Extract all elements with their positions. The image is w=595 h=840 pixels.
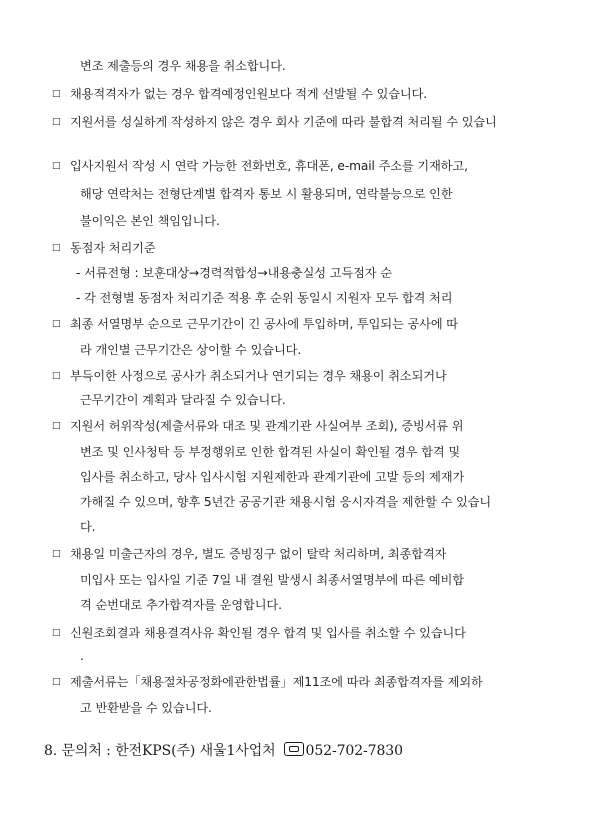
line-text: 부득이한 사정으로 공사가 취소되거나 연기되는 경우 채용이 취소되거나 <box>70 369 447 383</box>
line-text: - 각 전형별 동점자 처리기준 적용 후 순위 동일시 지원자 모두 합격 처리 <box>76 291 453 305</box>
square-bullet-icon: □ <box>52 117 61 127</box>
square-bullet-icon: □ <box>52 319 61 329</box>
line-text: 채용적격자가 없는 경우 합격예정인원보다 적게 선발될 수 있습니다. <box>70 87 428 101</box>
line-text: . <box>80 649 84 663</box>
line-text: 채용일 미출근자의 경우, 별도 증빙징구 없이 탈락 처리하며, 최종합격자 <box>70 547 447 561</box>
line-text: 입사를 취소하고, 당사 입사시험 지원제한과 관계기관에 고발 등의 제재가 <box>80 470 465 484</box>
line-text: 변조 제출등의 경우 채용을 취소합니다. <box>80 59 286 73</box>
telephone-icon <box>284 742 304 756</box>
line-text: 가해질 수 있으며, 향후 5년간 공공기관 채용시험 응시자격을 제한할 수 있습니 <box>80 495 492 509</box>
contact-phone: 052-702-7830 <box>305 743 403 759</box>
line-text: - 서류전형 : 보훈대상→경력적합성→내용충실성 고득점자 순 <box>76 266 392 280</box>
line-text: 입사지원서 작성 시 연락 가능한 전화번호, 휴대폰, e-mail 주소를 기재하고, <box>70 159 468 173</box>
line-text: 미입사 또는 입사일 기준 7일 내 결원 발생시 최종서열명부에 따른 예비합 <box>80 573 464 587</box>
line-text: 동점자 처리기준 <box>70 241 156 255</box>
square-bullet-icon: □ <box>52 161 61 171</box>
line-text: 해당 연락처는 전형단계별 합격자 통보 시 활용되며, 연락불능으로 인한 <box>80 187 453 201</box>
line-text: 변조 및 인사청탁 등 부정행위로 인한 합격된 사실이 확인될 경우 합격 및 <box>80 445 461 459</box>
square-bullet-icon: □ <box>52 371 61 381</box>
square-bullet-icon: □ <box>52 243 61 253</box>
square-bullet-icon: □ <box>52 677 61 687</box>
square-bullet-icon: □ <box>52 549 61 559</box>
line-text: 라 개인별 근무기간은 상이할 수 있습니다. <box>80 343 302 357</box>
line-text: 격 순번대로 추가합격자를 운영합니다. <box>80 598 282 612</box>
square-bullet-icon: □ <box>52 421 61 431</box>
contact-footer <box>44 742 403 760</box>
line-text: 불이익은 본인 책임입니다. <box>80 214 220 228</box>
line-text: 다. <box>80 520 96 534</box>
line-text: 지원서를 성실하게 작성하지 않은 경우 회사 기준에 따라 불합격 처리될 수 있습니 <box>70 115 497 129</box>
line-text: 최종 서열명부 순으로 근무기간이 긴 공사에 투입하며, 투입되는 공사에 따 <box>70 317 458 331</box>
line-text: 고 반환받을 수 있습니다. <box>80 701 212 715</box>
line-text: 지원서 허위작성(제출서류와 대조 및 관계기관 사실여부 조회), 증빙서류 위 <box>70 419 464 433</box>
square-bullet-icon: □ <box>52 628 61 638</box>
line-text: 제출서류는「채용절차공정화에관한법률」제11조에 따라 최종합격자를 제외하 <box>70 675 483 689</box>
contact-label: 8. 문의처 : 한전KPS(주) 새울1사업처 <box>44 743 276 759</box>
square-bullet-icon: □ <box>52 89 61 99</box>
line-text: 신원조회결과 채용결격사유 확인될 경우 합격 및 입사를 취소할 수 있습니다 <box>70 626 466 640</box>
line-text: 근무기간이 계획과 달라질 수 있습니다. <box>80 393 286 407</box>
